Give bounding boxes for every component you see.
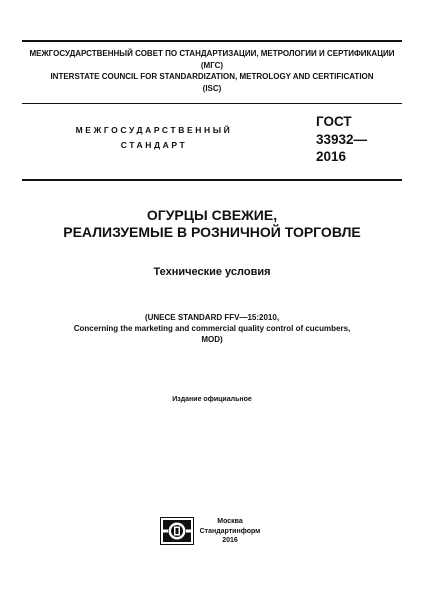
- interstate-standard-label: [70, 123, 238, 153]
- unece-line2: Concerning the marketing and commercial quality control of cucumbers,: [73, 324, 351, 333]
- publisher-year: 2016: [222, 537, 238, 544]
- top-rule: [22, 40, 402, 42]
- standartinform-logo-icon: [160, 517, 194, 545]
- title-line1: ОГУРЦЫ СВЕЖИЕ,: [146, 207, 278, 223]
- unece-line1: (UNECE STANDARD FFV—15:2010,: [144, 313, 280, 322]
- standard-label-line2: СТАНДАРТ: [120, 140, 188, 150]
- council-name-ru: МЕЖГОСУДАРСТВЕННЫЙ СОВЕТ ПО СТАНДАРТИЗАЦИИ, МЕТРОЛОГИИ И СЕРТИФИКАЦИИ: [29, 49, 395, 58]
- publisher-name: Стандартинформ: [199, 527, 261, 535]
- unece-line3: MOD): [201, 335, 223, 344]
- designation-divider: [22, 179, 402, 181]
- official-edition-label: Издание официальное: [172, 396, 252, 403]
- gost-year: 2016: [316, 149, 347, 164]
- publisher-imprint: [198, 517, 262, 546]
- title-line2: РЕАЛИЗУЕМЫЕ В РОЗНИЧНОЙ ТОРГОВЛЕ: [63, 224, 361, 240]
- document-title: [22, 207, 402, 241]
- council-abbr-en: (ISC): [202, 83, 222, 93]
- council-header: [22, 48, 402, 94]
- gost-number: 33932—: [316, 131, 368, 147]
- document-subtitle: Технические условия: [153, 266, 271, 278]
- standard-label-line1: МЕЖГОСУДАРСТВЕННЫЙ: [75, 125, 233, 135]
- header-divider: [22, 103, 402, 104]
- gost-designation: [316, 113, 367, 166]
- council-abbr-ru: (МГС): [200, 60, 224, 70]
- gost-prefix: ГОСТ: [316, 114, 352, 129]
- publisher-city: Москва: [217, 518, 243, 525]
- council-name-en: INTERSTATE COUNCIL FOR STANDARDIZATION, METROLOGY AND CERTIFICATION: [50, 72, 374, 81]
- unece-reference: [22, 312, 402, 345]
